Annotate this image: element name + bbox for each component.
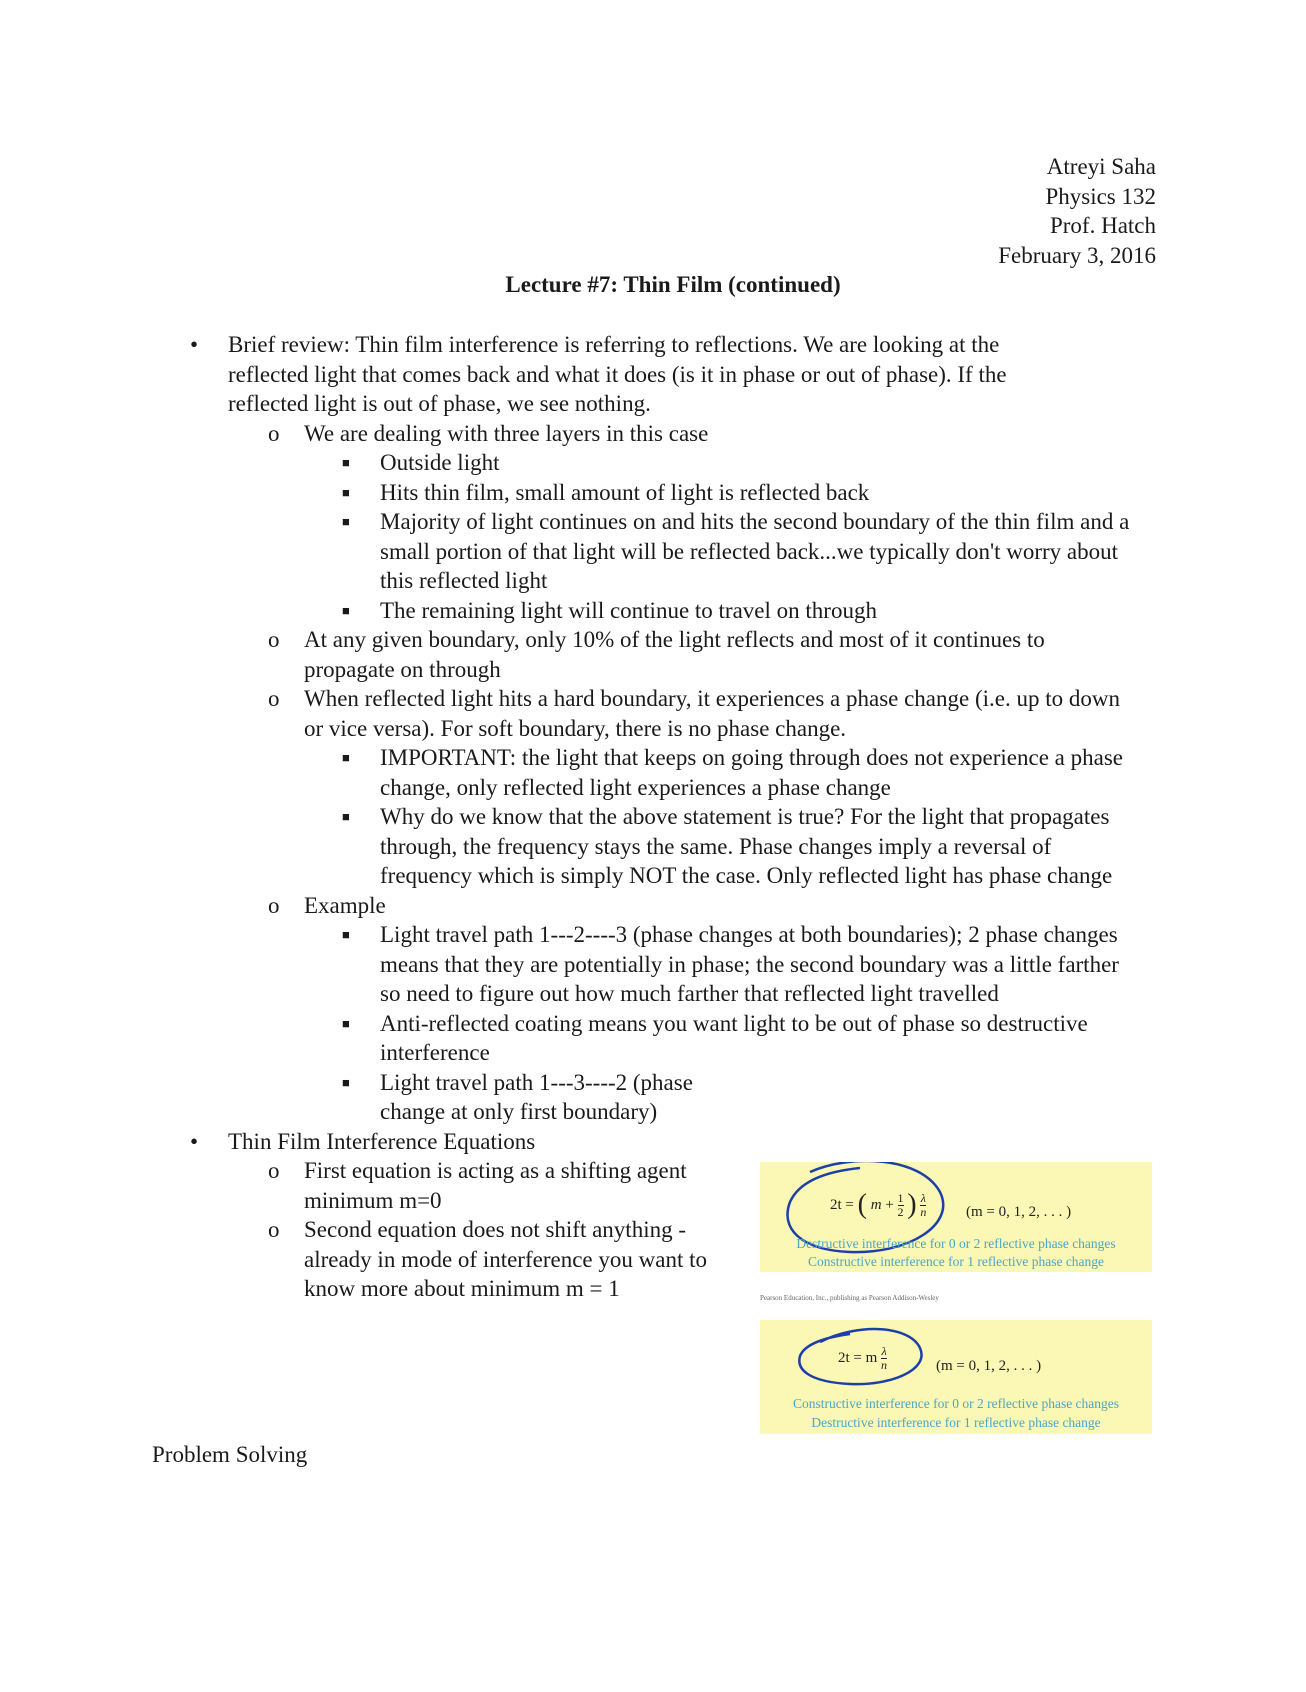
- bullet-circle-icon: o: [268, 627, 280, 652]
- equation-2-lhs: 2t = m: [838, 1350, 878, 1366]
- list-item: o When reflected light hits a hard boundary, it experiences a phase change (i.e. up to down or vice versa). For soft boundary, there is no phase change.: [268, 686, 1120, 741]
- equation-2-n: n: [881, 1358, 888, 1373]
- equation-1-plus: +: [885, 1197, 894, 1213]
- author-name: Atreyi Saha: [1046, 154, 1156, 179]
- course-name: Physics 132: [1045, 183, 1156, 209]
- list-item: ■ Outside light: [0, 448, 1306, 478]
- bullet-circle-icon: o: [268, 892, 280, 918]
- equation-1-half-num: 1: [897, 1191, 904, 1206]
- bullet-dot-icon: •: [190, 1128, 199, 1154]
- lecture-title: Lecture #7: Thin Film (continued): [505, 272, 841, 297]
- lecture-notes: [0, 330, 1306, 1304]
- problem-solving-heading: Problem Solving: [152, 1442, 308, 1467]
- bullet-circle-icon: o: [268, 1217, 280, 1242]
- professor-name: Prof. Hatch: [1049, 213, 1156, 238]
- bullet-square-icon: ■: [342, 484, 350, 500]
- list-item: ■ Majority of light continues on and hits the second boundary of the thin film and a small portion of that light will be reflected back...we typically don't worry about this reflected light: [342, 509, 1130, 593]
- bullet-circle-icon: o: [268, 686, 280, 711]
- equation-1-half-den: 2: [897, 1205, 904, 1220]
- bullet-square-icon: ■: [342, 750, 350, 765]
- equation-1-caption-1: Destructive interference for 0 or 2 reflective phase changes: [796, 1236, 1116, 1251]
- list-item: o First equation is acting as a shifting agent minimum m=0: [268, 1158, 687, 1213]
- list-item: o We are dealing with three layers in this case: [0, 419, 1306, 449]
- bullet-square-icon: ■: [342, 927, 350, 942]
- source-note: Pearson Education, Inc., publishing as Pearson Addison-Wesley: [760, 1294, 939, 1302]
- lecture-date: February 3, 2016: [998, 242, 1156, 268]
- equation-1-lambda: λ: [920, 1191, 926, 1206]
- bullet-square-icon: ■: [342, 1074, 350, 1090]
- equation-1-caption-2: Constructive interference for 1 reflective phase change: [807, 1254, 1105, 1269]
- bullet-square-icon: ■: [342, 1015, 350, 1031]
- document-header: [998, 152, 1156, 270]
- equation-image-2: [760, 1320, 1152, 1434]
- list-item: ■ Hits thin film, small amount of light is reflected back: [0, 478, 1306, 508]
- list-item: o Example: [0, 891, 1306, 921]
- list-item: • Thin Film Interference Equations: [0, 1127, 1306, 1157]
- bullet-circle-icon: o: [268, 1158, 280, 1183]
- bullet-dot-icon: •: [190, 332, 199, 357]
- bullet-square-icon: ■: [342, 809, 350, 824]
- equation-1-m: m: [870, 1197, 882, 1213]
- bullet-square-icon: ■: [342, 455, 350, 470]
- list-item: • Brief review: Thin film interference is referring to reflections. We are looking at the reflected light that comes back and what it does (is it in phase or out of phase). If the reflected light is out of phase, we see nothing.: [190, 332, 1007, 416]
- list-item: ■ The remaining light will continue to travel on through: [0, 596, 1306, 626]
- equation-1-condition: (m = 0, 1, 2, . . . ): [966, 1204, 1072, 1220]
- equation-2-condition: (m = 0, 1, 2, . . . ): [936, 1358, 1042, 1374]
- equation-2-caption-1: Constructive interference for 0 or 2 reflective phase changes: [792, 1396, 1120, 1411]
- equation-image-1: 2t = ( m + $\frac{1}{2}$ ) $\frac{\lambda}{n}$ (m = 0, 1, 2, . . . ) Destructive interference for 0 or 2 reflective phase changes Constructive interference for 1 reflective phase change: [760, 1162, 1152, 1272]
- list-item: o Second equation does not shift anything - already in mode of interference you want to know more about minimum m = 1: [268, 1217, 707, 1301]
- list-item: ■ Light travel path 1---3----2 (phase change at only first boundary): [342, 1069, 693, 1124]
- equation-1-lhs: 2t =: [830, 1197, 854, 1213]
- list-item: ■ Why do we know that the above statement is true? For the light that propagates through, the frequency stays the same. Phase changes imply a reversal of frequency which is simply NOT the case. Only reflected light has phase change: [342, 804, 1113, 888]
- list-item: o At any given boundary, only 10% of the light reflects and most of it continues to propagate on through: [268, 627, 1045, 682]
- bullet-square-icon: ■: [342, 514, 350, 529]
- list-item: ■ Anti-reflected coating means you want light to be out of phase so destructive interference: [342, 1010, 1088, 1065]
- equation-1-n: n: [920, 1205, 927, 1220]
- bullet-circle-icon: o: [268, 420, 280, 446]
- bullet-square-icon: ■: [342, 602, 350, 618]
- equation-2-lambda: λ: [881, 1344, 887, 1359]
- list-item: ■ Light travel path 1---2----3 (phase changes at both boundaries); 2 phase changes means that they are potentially in phase; the second boundary was a little farther so need to figure out how much farther that reflected light travelled: [342, 922, 1119, 1006]
- equation-2-caption-2: Destructive interference for 1 reflective phase change: [811, 1415, 1101, 1430]
- list-item: ■ IMPORTANT: the light that keeps on going through does not experience a phase change, only reflected light experiences a phase change: [342, 745, 1123, 800]
